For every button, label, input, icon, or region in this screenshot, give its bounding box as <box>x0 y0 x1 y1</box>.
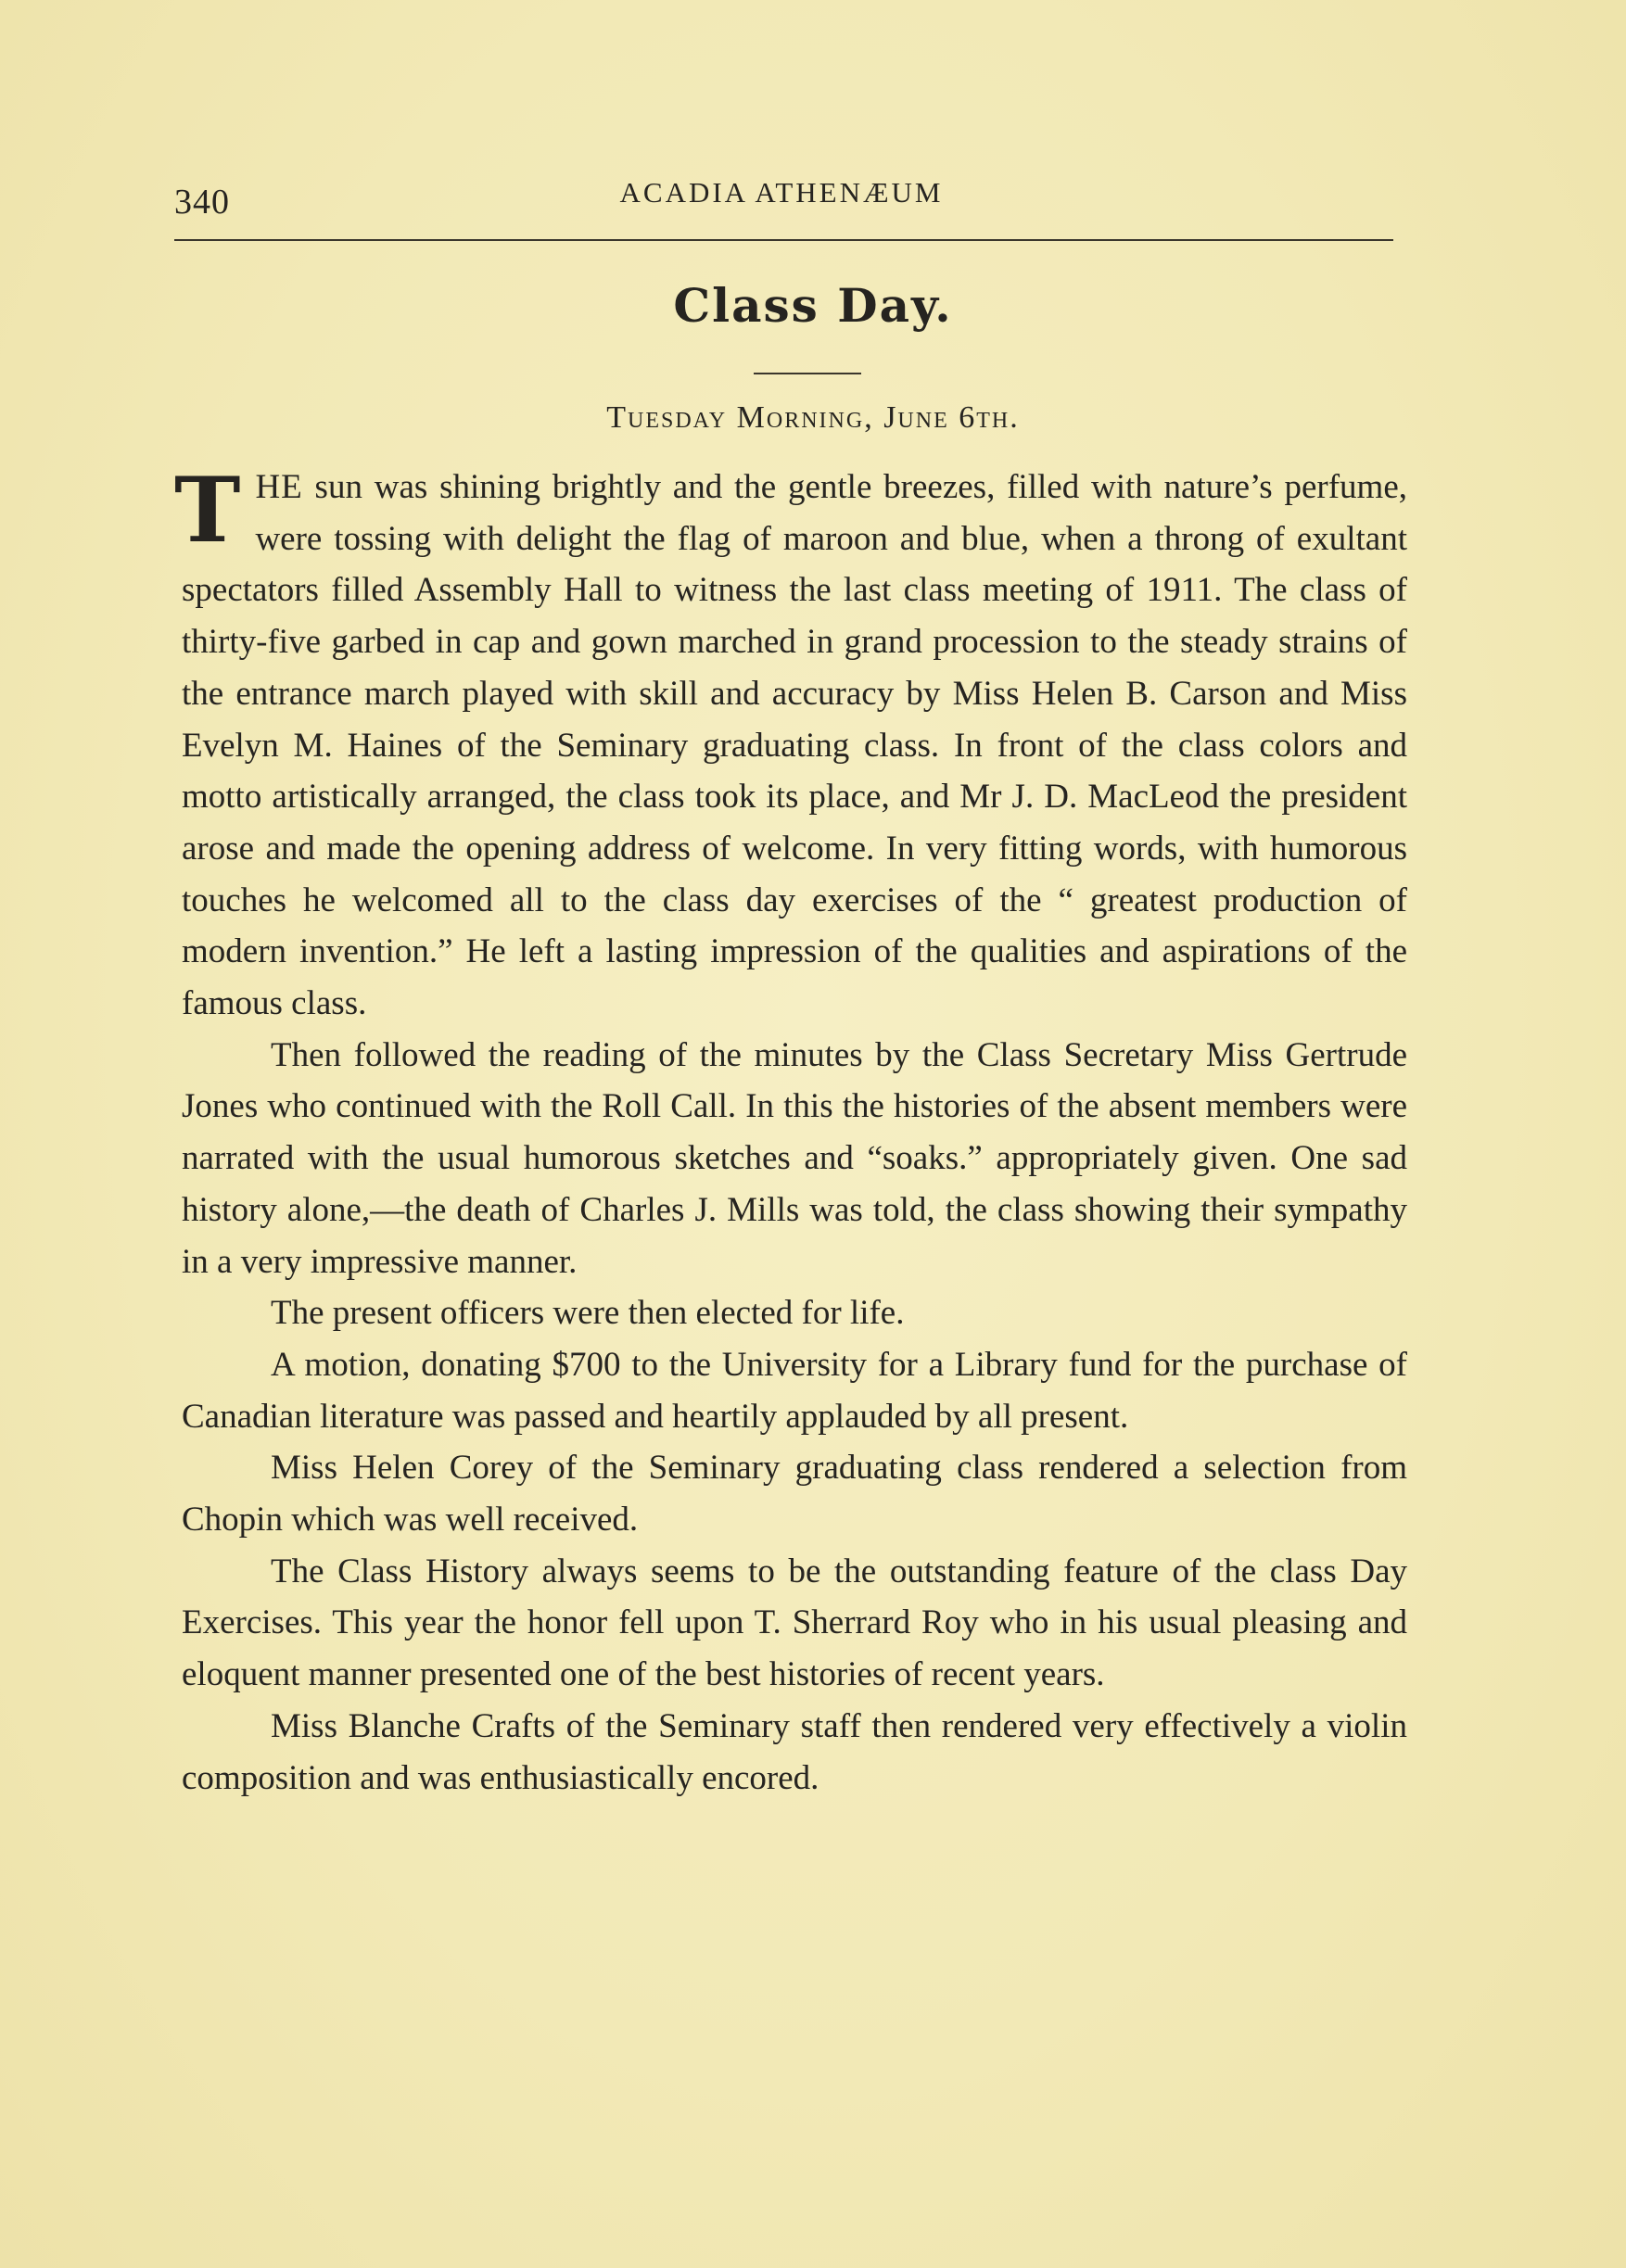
article-subtitle: Tuesday Morning, June 6th. <box>606 400 1020 435</box>
paragraph-1-text: sun was shining brightly and the gentle breezes, filled with nature’s perfume, were tossing with delight the flag of maroon and blue, when a throng of exultant spectators filled Assembly Hall to witness the last class meeting of 1911. The class of thirty-five garbed in cap and gown marched in grand procession to the steady strains of the entrance march played with skill and accuracy by Miss Helen B. Carson and Miss Evelyn M. Haines of the Seminary graduating class. In front of the class colors and motto artistically arranged, the class took its place, and Mr J. D. MacLeod the president arose and made the opening address of welcome. In very fitting words, with humorous touches he welcomed all to the class day exercises of the “ greatest production of modern invention.” He left a lasting impression of the qualities and aspirations of the famous class. <box>182 468 1407 1023</box>
paragraph-4: A motion, donating $700 to the University for a Library fund for the purchase of Canadian literature was passed and heartily applauded by all present. <box>182 1345 1407 1436</box>
article-body <box>174 458 1407 1804</box>
title-rule <box>754 373 861 374</box>
paragraph-1 <box>174 458 1407 1030</box>
running-head: ACADIA ATHENÆUM <box>619 176 944 209</box>
page-header <box>174 176 1389 222</box>
drop-cap: T <box>174 458 241 563</box>
paragraph-1-first-word: HE <box>255 468 303 506</box>
paragraph-3: The present officers were then elected for life. <box>271 1294 905 1333</box>
header-rule <box>174 239 1393 241</box>
paragraph-5: Miss Helen Corey of the Seminary graduating class rendered a selection from Chopin which was well received. <box>182 1449 1407 1539</box>
paragraph-7: Miss Blanche Crafts of the Seminary staff then rendered very effectively a violin composition and was enthusiastically encored. <box>182 1706 1407 1797</box>
article-title: Class Day. <box>673 278 953 333</box>
paragraph-6: The Class History always seems to be the outstanding feature of the class Day Exercises. This year the honor fell upon T. Sherrard Roy who in his usual pleasing and eloquent manner presented one of the best histories of recent years. <box>182 1552 1407 1694</box>
page-number: 340 <box>174 183 230 222</box>
paragraph-2: Then followed the reading of the minutes by the Class Secretary Miss Gertrude Jones who continued with the Roll Call. In this the histories of the absent members were narrated with the usual humorous sketches and “soaks.” appropriately given. One sad history alone,—the death of Charles J. Mills was told, the class showing their sympathy in a very impressive manner. <box>182 1035 1407 1281</box>
